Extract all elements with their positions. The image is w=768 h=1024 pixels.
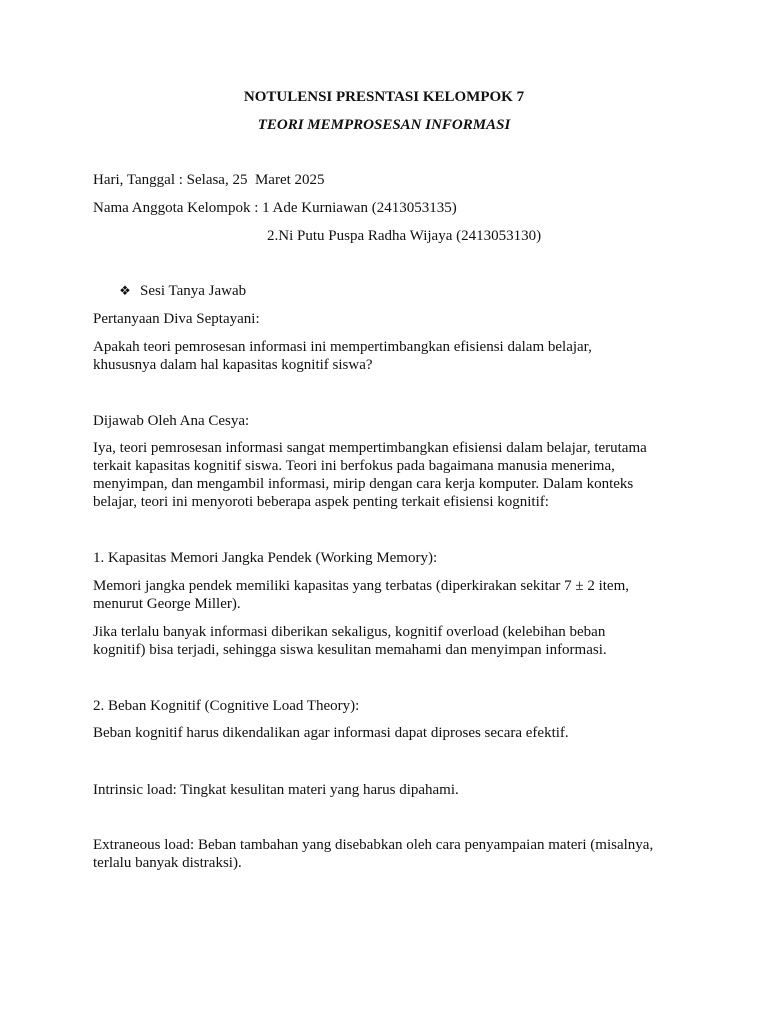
document-title: NOTULENSI PRESNTASI KELOMPOK 7 — [243, 89, 525, 105]
point-1-text-line: kognitif) bisa terjadi, sehingga siswa kesulitan memahami dan menyimpan informasi. — [93, 642, 607, 658]
qa-section-label: Sesi Tanya Jawab — [140, 283, 247, 299]
diamond-bullet-icon: ❖ — [119, 283, 131, 298]
answer-text-line: belajar, teori ini menyoroti beberapa aspek penting terkait efisiensi kognitif: — [93, 494, 549, 510]
point-1-heading: 1. Kapasitas Memori Jangka Pendek (Working Memory): — [93, 550, 438, 566]
extraneous-load-text-line: terlalu banyak distraksi). — [93, 855, 242, 871]
answer-text-line: menyimpan, dan mengambil informasi, mirip dengan cara kerja komputer. Dalam konteks — [93, 476, 634, 492]
member-line-1: Nama Anggota Kelompok : 1 Ade Kurniawan (2413053135) — [93, 200, 457, 216]
member-line-2: 2.Ni Putu Puspa Radha Wijaya (2413053130) — [267, 228, 542, 244]
document-subtitle: TEORI MEMPROSESAN INFORMASI — [257, 117, 511, 133]
point-1-text-line: Jika terlalu banyak informasi diberikan sekaligus, kognitif overload (kelebihan beban — [93, 624, 606, 640]
intrinsic-load-text: Intrinsic load: Tingkat kesulitan materi yang harus dipahami. — [93, 782, 459, 798]
point-1-text-line: Memori jangka pendek memiliki kapasitas yang terbatas (diperkirakan sekitar 7 ± 2 item, — [93, 578, 629, 594]
qa-section-heading — [116, 282, 246, 300]
question-text-line: khususnya dalam hal kapasitas kognitif siswa? — [93, 357, 373, 373]
question-text-line: Apakah teori pemrosesan informasi ini mempertimbangkan efisiensi dalam belajar, — [93, 339, 592, 355]
answer-text-line: terkait kapasitas kognitif siswa. Teori ini berfokus pada bagaimana manusia menerima, — [93, 458, 615, 474]
point-1-text-line: menurut George Miller). — [93, 596, 241, 612]
question-author: Pertanyaan Diva Septayani: — [93, 311, 260, 327]
answer-text-line: Iya, teori pemrosesan informasi sangat mempertimbangkan efisiensi dalam belajar, terutama — [93, 440, 647, 456]
extraneous-load-text-line: Extraneous load: Beban tambahan yang disebabkan oleh cara penyampaian materi (misalnya, — [93, 837, 654, 853]
point-2-text: Beban kognitif harus dikendalikan agar informasi dapat diproses secara efektif. — [93, 725, 569, 741]
answer-author: Dijawab Oleh Ana Cesya: — [93, 413, 250, 429]
date-line: Hari, Tanggal : Selasa, 25 Maret 2025 — [93, 172, 325, 188]
point-2-heading: 2. Beban Kognitif (Cognitive Load Theory): — [93, 698, 360, 714]
